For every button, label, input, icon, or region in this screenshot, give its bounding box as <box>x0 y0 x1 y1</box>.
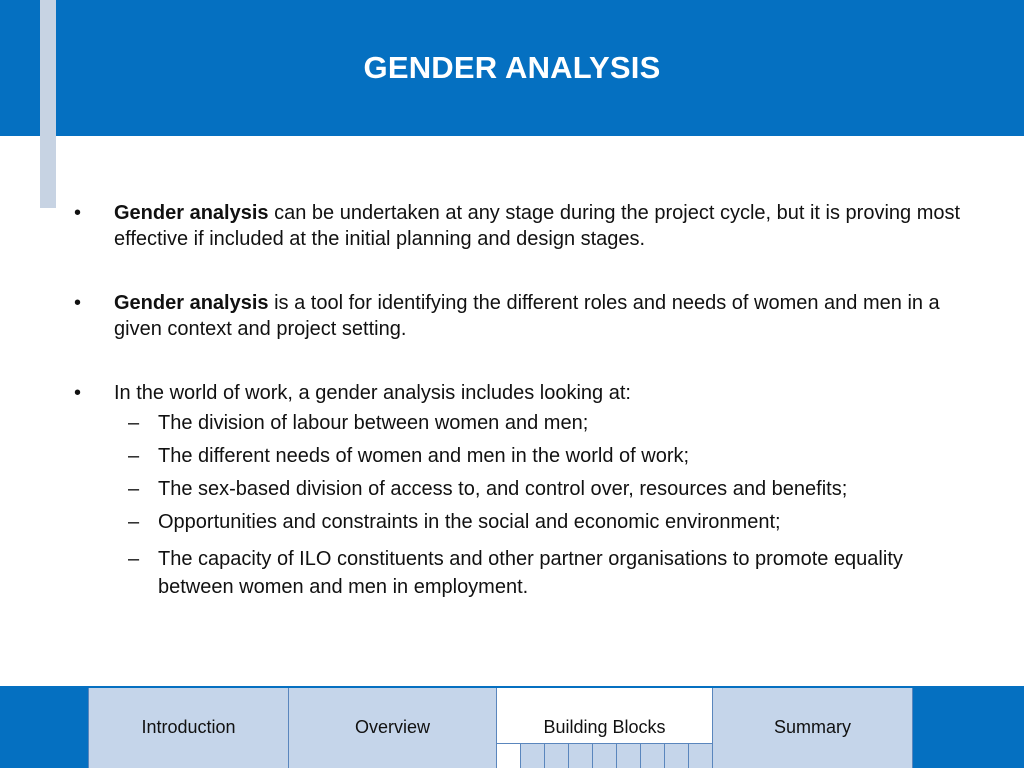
progress-block[interactable] <box>688 744 712 768</box>
progress-block[interactable] <box>616 744 640 768</box>
sub-bullet-marker: – <box>128 412 140 434</box>
bullet-marker: • <box>74 292 82 314</box>
sub-bullet-item <box>74 443 974 469</box>
tab-summary[interactable] <box>712 688 913 768</box>
bullet-bold-term: Gender analysis <box>114 202 269 224</box>
bullet-text: In the world of work, a gender analysis includes looking at: <box>114 382 631 404</box>
bullet-bold-term: Gender analysis <box>114 292 269 314</box>
tab-label: Building Blocks <box>543 717 666 737</box>
sub-bullet-text: The different needs of women and men in the world of work; <box>158 445 690 467</box>
progress-block[interactable] <box>664 744 688 768</box>
sub-bullet-marker: – <box>128 548 140 570</box>
bullet-item <box>74 290 974 342</box>
sub-bullet-marker: – <box>128 445 140 467</box>
sub-bullet-item <box>74 509 974 535</box>
tab-introduction[interactable] <box>88 688 289 768</box>
sub-bullet-text: The division of labour between women and men; <box>158 412 589 434</box>
bullet-text: can be undertaken at any stage during the project cycle, but it is proving most effective if included at the initial planning and design stages. <box>114 202 961 250</box>
bullet-item <box>74 380 974 406</box>
progress-block[interactable] <box>592 744 616 768</box>
tab-label: Introduction <box>141 717 236 737</box>
accent-bar <box>40 0 56 208</box>
progress-block[interactable] <box>568 744 592 768</box>
tab-building-blocks[interactable] <box>496 688 713 768</box>
tab-overview[interactable] <box>288 688 497 768</box>
sub-bullet-marker: – <box>128 478 140 500</box>
sub-bullet-item <box>74 545 974 601</box>
progress-block[interactable] <box>544 744 568 768</box>
sub-bullet-item <box>74 476 974 502</box>
sub-bullet-text: The capacity of ILO constituents and other partner organisations to promote equality between women and men in employment. <box>158 548 903 598</box>
bullet-marker: • <box>74 382 82 404</box>
building-blocks-progress <box>497 743 712 768</box>
slide-title: GENDER ANALYSIS <box>363 50 661 85</box>
slide-body <box>74 200 974 608</box>
bullet-item <box>74 200 974 252</box>
sub-bullet-item <box>74 410 974 436</box>
bullet-marker: • <box>74 202 82 224</box>
progress-block[interactable] <box>640 744 664 768</box>
tab-label: Summary <box>773 717 851 737</box>
sub-bullet-text: Opportunities and constraints in the social and economic environment; <box>158 511 781 533</box>
sub-bullet-marker: – <box>128 511 140 533</box>
sub-bullet-text: The sex-based division of access to, and control over, resources and benefits; <box>158 478 848 500</box>
tab-label: Overview <box>354 717 430 737</box>
bullet-text: is a tool for identifying the different roles and needs of women and men in a given context and project setting. <box>114 292 940 340</box>
progress-block[interactable] <box>497 744 520 768</box>
progress-block[interactable] <box>520 744 544 768</box>
